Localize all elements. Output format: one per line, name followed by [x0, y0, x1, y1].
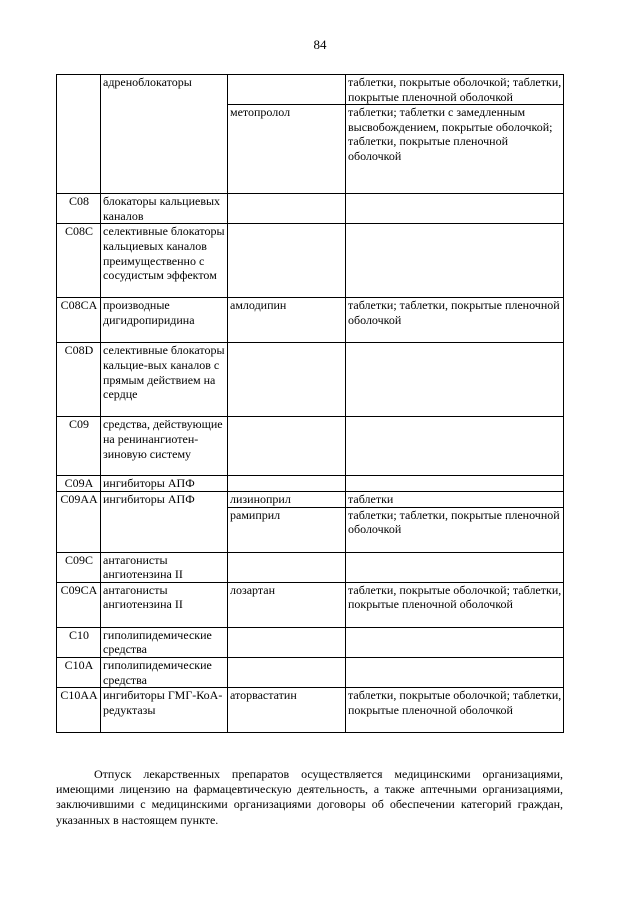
atc-code-cell: C08C [57, 224, 101, 298]
group-cell: средства, действующие на ренинангиотен-зиновую систему [101, 417, 228, 476]
group-cell: блокаторы кальциевых каналов [101, 194, 228, 224]
atc-code-cell: C08D [57, 343, 101, 417]
drug-cell [228, 224, 346, 298]
atc-code-cell: C10 [57, 627, 101, 657]
forms-cell [346, 194, 564, 224]
group-cell: ингибиторы ГМГ-КоА-редуктазы [101, 688, 228, 733]
table-row [57, 582, 564, 627]
table-row [57, 224, 564, 298]
group-cell: гиполипидемические средства [101, 627, 228, 657]
drug-cell [228, 417, 346, 476]
forms-cell [346, 417, 564, 476]
group-cell: ингибиторы АПФ [101, 476, 228, 492]
drug-cell [228, 627, 346, 657]
drug-cell: амлодипин [228, 298, 346, 343]
forms-cell: таблетки, покрытые оболочкой; таблетки, покрытые пленочной оболочкой [346, 582, 564, 627]
table-row [57, 75, 564, 105]
group-cell: адреноблокаторы [101, 75, 228, 194]
group-cell: гиполипидемические средства [101, 657, 228, 687]
forms-cell [346, 476, 564, 492]
group-cell: ингибиторы АПФ [101, 491, 228, 552]
drug-cell [228, 657, 346, 687]
forms-cell: таблетки; таблетки с замедленным высвобождением, покрытые оболочкой; таблетки, покрытые пленочной оболочкой [346, 105, 564, 194]
table-row [57, 298, 564, 343]
atc-code-cell: C09 [57, 417, 101, 476]
drug-cell [228, 343, 346, 417]
atc-code-cell: C09A [57, 476, 101, 492]
drug-cell [228, 75, 346, 105]
forms-cell: таблетки; таблетки, покрытые пленочной оболочкой [346, 298, 564, 343]
forms-cell [346, 627, 564, 657]
atc-code-cell: C10AA [57, 688, 101, 733]
forms-cell: таблетки [346, 491, 564, 507]
drug-cell: лозартан [228, 582, 346, 627]
table-row [57, 194, 564, 224]
drug-cell [228, 476, 346, 492]
atc-code-cell [57, 75, 101, 194]
drug-cell: аторвастатин [228, 688, 346, 733]
forms-cell [346, 657, 564, 687]
footer-paragraph: Отпуск лекарственных препаратов осуществляется медицинскими организациями, имеющими лицензию на фармацевтическую деятельность, а также аптечными организациями, заключившими с медицинскими организациями договоры об обеспечении категорий граждан, указанных в настоящем пункте. [56, 767, 563, 827]
drug-cell: лизиноприл [228, 491, 346, 507]
drug-table [56, 74, 564, 733]
atc-code-cell: C09CA [57, 582, 101, 627]
atc-code-cell: C08CA [57, 298, 101, 343]
table-row [57, 657, 564, 687]
page-number: 84 [313, 37, 327, 52]
atc-code-cell: C10A [57, 657, 101, 687]
drug-cell [228, 194, 346, 224]
table-row [57, 343, 564, 417]
drug-cell: метопролол [228, 105, 346, 194]
table-row [57, 491, 564, 507]
atc-code-cell: C09C [57, 552, 101, 582]
forms-cell [346, 224, 564, 298]
table-row [57, 417, 564, 476]
group-cell: селективные блокаторы кальцие-вых каналов с прямым действием на сердце [101, 343, 228, 417]
forms-cell: таблетки, покрытые оболочкой; таблетки, покрытые пленочной оболочкой [346, 75, 564, 105]
group-cell: селективные блокаторы кальциевых каналов преимущественно с сосудистым эффектом [101, 224, 228, 298]
table-row [57, 476, 564, 492]
forms-cell: таблетки, покрытые оболочкой; таблетки, покрытые пленочной оболочкой [346, 688, 564, 733]
drug-cell [228, 552, 346, 582]
forms-cell [346, 343, 564, 417]
atc-code-cell: C09AA [57, 491, 101, 552]
table-row [57, 552, 564, 582]
drug-cell: рамиприл [228, 507, 346, 552]
table-row [57, 688, 564, 733]
table-row [57, 627, 564, 657]
atc-code-cell: C08 [57, 194, 101, 224]
group-cell: антагонисты ангиотензина II [101, 552, 228, 582]
group-cell: антагонисты ангиотензина II [101, 582, 228, 627]
forms-cell: таблетки; таблетки, покрытые пленочной оболочкой [346, 507, 564, 552]
group-cell: производные дигидропиридина [101, 298, 228, 343]
forms-cell [346, 552, 564, 582]
